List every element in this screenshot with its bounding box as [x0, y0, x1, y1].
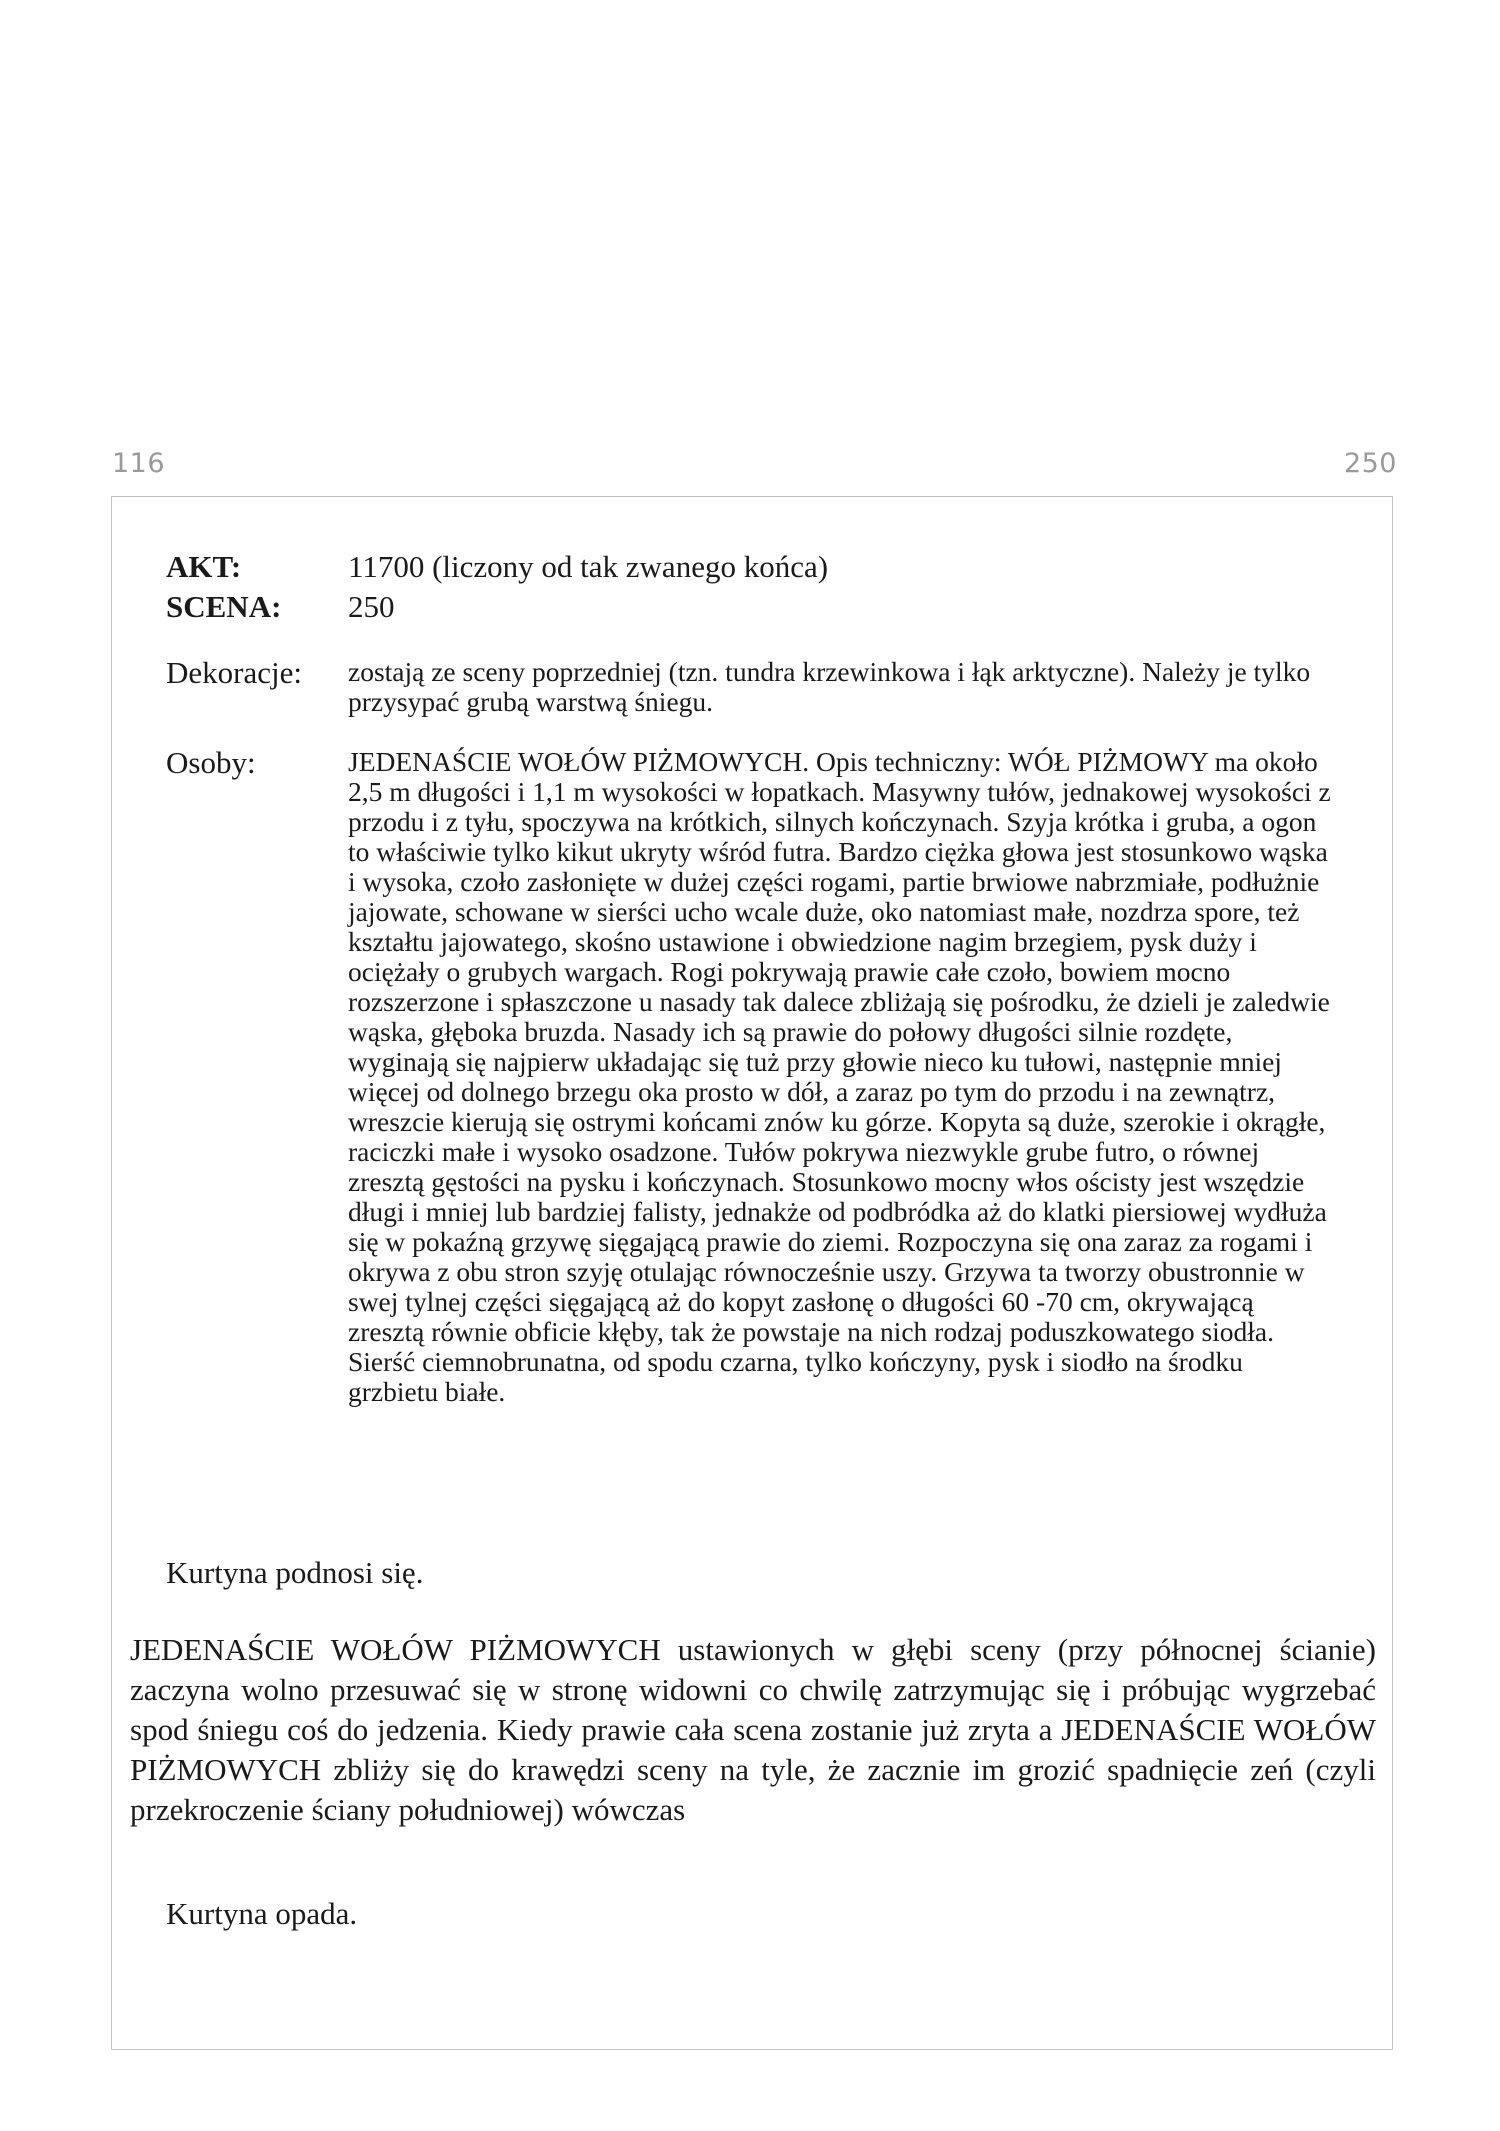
- scene-frame: [111, 496, 1393, 2050]
- curtain-down-line: Kurtyna opada.: [166, 1896, 358, 1931]
- akt-row: [166, 547, 1336, 587]
- curtain-up-line: Kurtyna podnosi się.: [166, 1555, 424, 1590]
- dekoracje-label: Dekoracje:: [166, 655, 302, 690]
- stage-action-paragraph: JEDENAŚCIE WOŁÓW PIŻMOWYCH ustawionych w głębi sceny (przy północnej ścianie) zaczyna wolno przesuwać się w stronę widowni co chwilę zatrzymując się i próbując wygrzebać spod śniegu coś do jedzenia. Kiedy prawie cała scena zostanie już zryta a JEDENAŚCIE WOŁÓW PIŻMOWYCH zbliży się do krawędzi sceny na tyle, że zacznie im grozić spadnięcie zeń (czyli przekroczenie ściany południowej) wówczas: [130, 1632, 1376, 1827]
- dekoracje-text: zostają ze sceny poprzedniej (tzn. tundra krzewinkowa i łąk arktyczne). Należy je tylko przysypać grubą warstwą śniegu.: [348, 656, 1311, 717]
- scena-label: SCENA:: [166, 589, 282, 624]
- osoby-text: JEDENAŚCIE WOŁÓW PIŻMOWYCH. Opis techniczny: WÓŁ PIŻMOWY ma około 2,5 m długości i 1,1 m wysokości w łopatkach. Masywny tułów, jednakowej wysokości z przodu i z tyłu, spoczywa na krótkich, silnych kończynach. Szyja krótka i gruba, a ogon to właściwie tylko kikut ukryty wśród futra. Bardzo ciężka głowa jest stosunkowo wąska i wysoka, czoło zasłonięte w dużej części rogami, partie brwiowe nabrzmiałe, podłużnie jajowate, schowane w sierści ucho wcale duże, oko natomiast małe, nozdrza spore, też kształtu jajowatego, skośno ustawione i obwiedzione nagim brzegiem, pysk duży i ociężały o grubych wargach. Rogi pokrywają prawie całe czoło, bowiem mocno rozszerzone i spłaszczone u nasady tak dalece zbliżają się pośrodku, że dzieli je zaledwie wąska, głęboka bruzda. Nasady ich są prawie do połowy długości silnie rozdęte, wyginają się najpierw układając się tuż przy głowie nieco ku tułowi, następnie mniej więcej od dolnego brzegu oka prosto w dół, a zaraz po tym do przodu i na zewnątrz, wreszcie kierują się ostrymi końcami znów ku górze. Kopyta są duże, szerokie i okrągłe, raciczki małe i wysoko osadzone. Tułów pokrywa niezwykle grube futro, o równej zresztą gęstości na pysku i kończynach. Stosunkowo mocny włos ościsty jest wszędzie długi i mniej lub bardziej falisty, jednakże od podbródka aż do klatki piersiowej wydłuża się w pokaźną grzywę sięgającą prawie do ziemi. Rozpoczyna się ona zaraz za rogami i okrywa z obu stron szyję otulając równocześnie uszy. Grzywa ta tworzy obustronnie w swej tylnej części sięgającą aż do kopyt zasłonę o długości 60 -70 cm, okrywającą zresztą równie obficie kłęby, tak że powstaje na nich rodzaj poduszkowatego siodła. Sierść ciemnobrunatna, od spodu czarna, tylko kończyny, pysk i siodło na środku grzbietu białe.: [348, 746, 1331, 1407]
- scena-row: [166, 587, 1336, 627]
- osoby-row: [166, 745, 1336, 1407]
- akt-value: 11700 (liczony od tak zwanego końca): [348, 549, 829, 584]
- akt-label: AKT:: [166, 549, 242, 584]
- dekoracje-row: [166, 655, 1336, 717]
- scene-header: [166, 547, 1336, 1407]
- page-number-left: 116: [112, 448, 166, 479]
- page-number-right: 250: [1343, 448, 1397, 479]
- scena-value: 250: [348, 589, 395, 624]
- osoby-label: Osoby:: [166, 745, 256, 780]
